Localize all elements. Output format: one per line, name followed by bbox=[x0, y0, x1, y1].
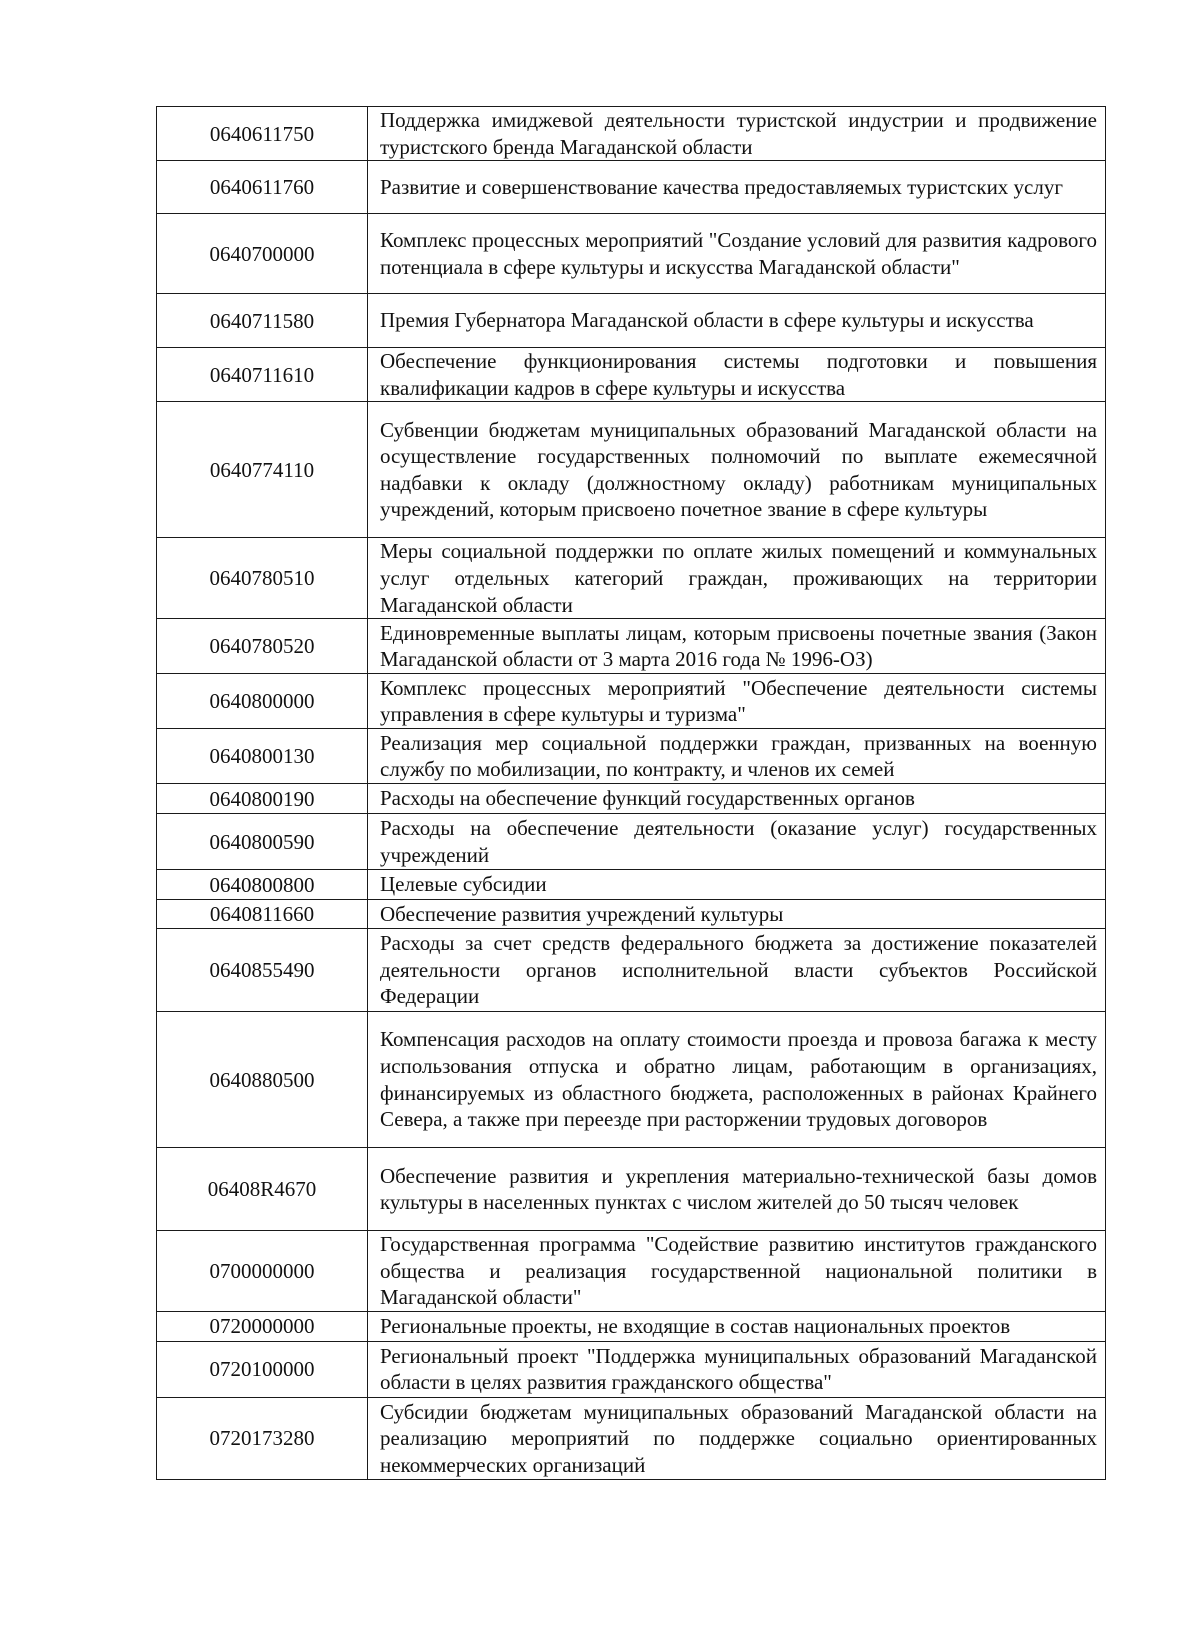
description-cell: Государственная программа "Содействие развитию институтов гражданского общества и реализация государственной национальной политики в Магаданской области" bbox=[368, 1231, 1106, 1312]
description-cell: Расходы на обеспечение деятельности (оказание услуг) государственных учреждений bbox=[368, 814, 1106, 870]
table-row bbox=[157, 107, 1106, 161]
table-row bbox=[157, 1012, 1106, 1148]
code-cell: 0640855490 bbox=[157, 929, 368, 1012]
description-cell: Компенсация расходов на оплату стоимости проезда и провоза багажа к месту использования отпуска и обратно лицам, работающим в организациях, финансируемых из областного бюджета, расположенных в районах Крайнего Севера, а также при переезде при расторжении трудовых договоров bbox=[368, 1012, 1106, 1148]
description-cell: Обеспечение развития и укрепления материально-технической базы домов культуры в населенных пунктах с числом жителей до 50 тысяч человек bbox=[368, 1148, 1106, 1231]
table-row bbox=[157, 1341, 1106, 1397]
description-cell: Единовременные выплаты лицам, которым присвоены почетные звания (Закон Магаданской области от 3 марта 2016 года № 1996-ОЗ) bbox=[368, 619, 1106, 674]
code-cell: 0700000000 bbox=[157, 1231, 368, 1312]
description-cell: Расходы за счет средств федерального бюджета за достижение показателей деятельности органов исполнительной власти субъектов Российской Федерации bbox=[368, 929, 1106, 1012]
table-row bbox=[157, 1311, 1106, 1341]
description-cell: Развитие и совершенствование качества предоставляемых туристских услуг bbox=[368, 161, 1106, 214]
table-row bbox=[157, 619, 1106, 674]
description-cell: Расходы на обеспечение функций государственных органов bbox=[368, 784, 1106, 814]
code-cell: 0640711610 bbox=[157, 348, 368, 402]
budget-code-table bbox=[156, 106, 1106, 1480]
description-cell: Субвенции бюджетам муниципальных образований Магаданской области на осуществление государственных полномочий по выплате ежемесячной надбавки к окладу (должностному окладу) работникам муниципальных учреждений, которым присвоено почетное звание в сфере культуры bbox=[368, 402, 1106, 538]
description-cell: Комплекс процессных мероприятий "Обеспечение деятельности системы управления в сфере культуры и туризма" bbox=[368, 674, 1106, 729]
code-cell: 0640611750 bbox=[157, 107, 368, 161]
table-row bbox=[157, 1148, 1106, 1231]
table-row bbox=[157, 784, 1106, 814]
description-cell: Региональные проекты, не входящие в состав национальных проектов bbox=[368, 1311, 1106, 1341]
table-row bbox=[157, 214, 1106, 294]
table-row bbox=[157, 161, 1106, 214]
description-cell: Обеспечение функционирования системы подготовки и повышения квалификации кадров в сфере культуры и искусства bbox=[368, 348, 1106, 402]
code-cell: 0640800590 bbox=[157, 814, 368, 870]
code-cell: 0640611760 bbox=[157, 161, 368, 214]
description-cell: Обеспечение развития учреждений культуры bbox=[368, 900, 1106, 929]
description-cell: Поддержка имиджевой деятельности туристской индустрии и продвижение туристского бренда Магаданской области bbox=[368, 107, 1106, 161]
code-cell: 0640800130 bbox=[157, 729, 368, 784]
table-row bbox=[157, 814, 1106, 870]
code-cell: 0640811660 bbox=[157, 900, 368, 929]
code-cell: 0640800190 bbox=[157, 784, 368, 814]
description-cell: Премия Губернатора Магаданской области в сфере культуры и искусства bbox=[368, 294, 1106, 348]
code-cell: 0720100000 bbox=[157, 1341, 368, 1397]
table-row bbox=[157, 348, 1106, 402]
description-cell: Комплекс процессных мероприятий "Создание условий для развития кадрового потенциала в сфере культуры и искусства Магаданской области" bbox=[368, 214, 1106, 294]
table-body bbox=[157, 107, 1106, 1480]
table-row bbox=[157, 294, 1106, 348]
table-row bbox=[157, 900, 1106, 929]
code-cell: 0640800000 bbox=[157, 674, 368, 729]
code-cell: 0640774110 bbox=[157, 402, 368, 538]
table-row bbox=[157, 870, 1106, 900]
table-row bbox=[157, 538, 1106, 619]
code-cell: 06408R4670 bbox=[157, 1148, 368, 1231]
code-cell: 0640800800 bbox=[157, 870, 368, 900]
table-row bbox=[157, 929, 1106, 1012]
code-cell: 0720000000 bbox=[157, 1311, 368, 1341]
description-cell: Меры социальной поддержки по оплате жилых помещений и коммунальных услуг отдельных категорий граждан, проживающих на территории Магаданской области bbox=[368, 538, 1106, 619]
code-cell: 0640711580 bbox=[157, 294, 368, 348]
code-cell: 0640780510 bbox=[157, 538, 368, 619]
description-cell: Реализация мер социальной поддержки граждан, призванных на военную службу по мобилизации, по контракту, и членов их семей bbox=[368, 729, 1106, 784]
table-row bbox=[157, 1231, 1106, 1312]
code-cell: 0720173280 bbox=[157, 1397, 368, 1479]
table-row bbox=[157, 729, 1106, 784]
description-cell: Целевые субсидии bbox=[368, 870, 1106, 900]
code-cell: 0640700000 bbox=[157, 214, 368, 294]
description-cell: Субсидии бюджетам муниципальных образований Магаданской области на реализацию мероприятий по поддержке социально ориентированных некоммерческих организаций bbox=[368, 1397, 1106, 1479]
table-row bbox=[157, 1397, 1106, 1479]
code-cell: 0640780520 bbox=[157, 619, 368, 674]
description-cell: Региональный проект "Поддержка муниципальных образований Магаданской области в целях развития гражданского общества" bbox=[368, 1341, 1106, 1397]
table-row bbox=[157, 674, 1106, 729]
code-cell: 0640880500 bbox=[157, 1012, 368, 1148]
table-row bbox=[157, 402, 1106, 538]
